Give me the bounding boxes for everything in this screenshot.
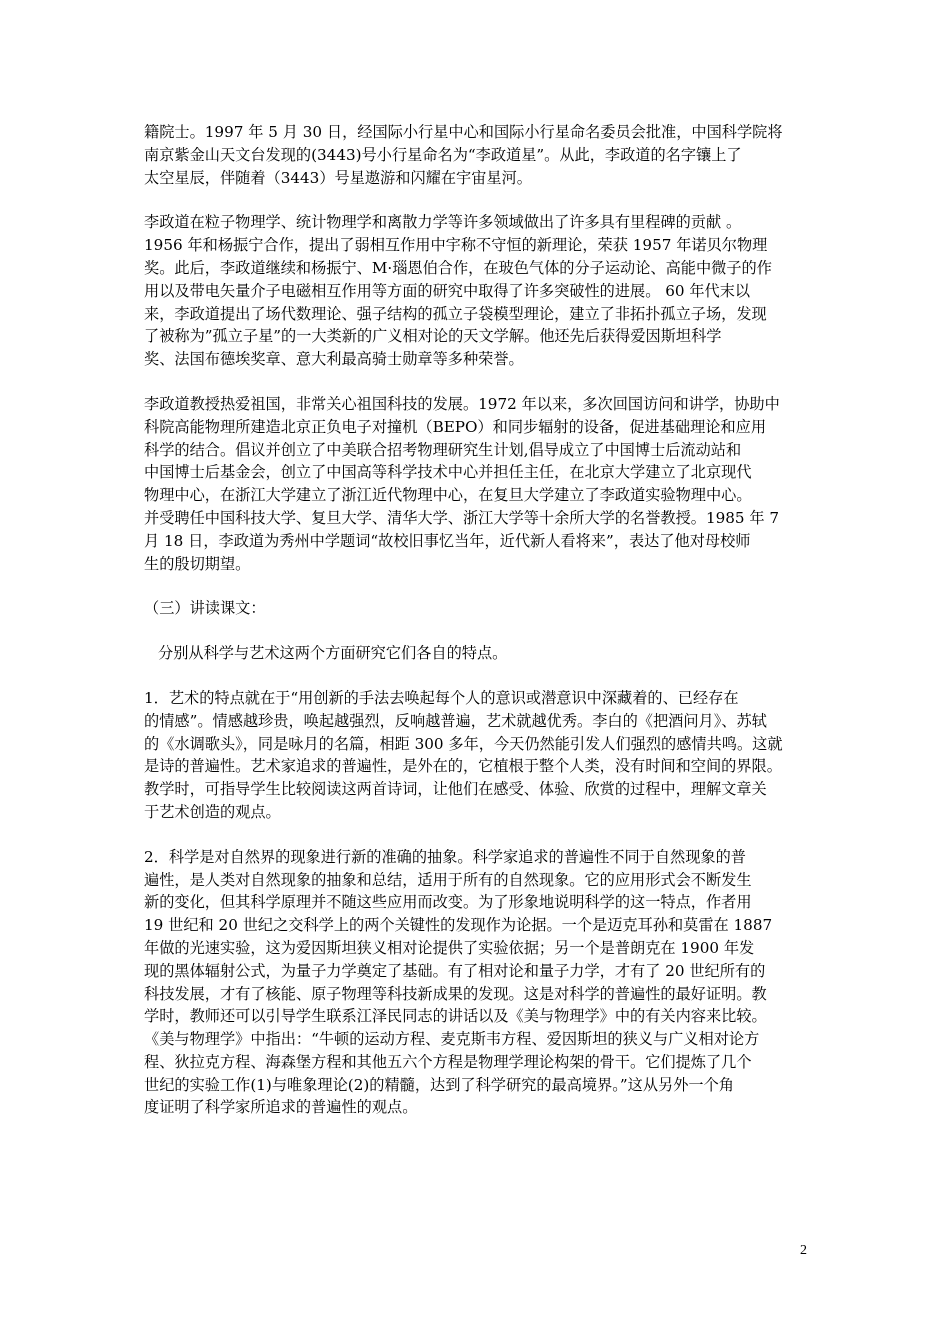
text-line: 的情感”。情感越珍贵，唤起越强烈，反响越普遍，艺术就越优秀。李白的《把酒问月》、苏轼	[144, 711, 767, 730]
paragraph-gap	[144, 665, 812, 687]
document-body	[144, 121, 812, 1119]
paragraph-gap	[144, 620, 812, 642]
paragraph	[144, 846, 812, 1120]
text-line: 1．艺术的特点就在于“用创新的手法去唤起每个人的意识或潜意识中深藏着的、已经存在	[144, 688, 739, 707]
text-line: 程、狄拉克方程、海森堡方程和其他五六个方程是物理学理论构架的骨干。它们提炼了几个	[144, 1052, 752, 1071]
page-number: 2	[800, 1243, 807, 1258]
text-line: 籍院士。1997 年 5 月 30 日，经国际小行星中心和国际小行星命名委员会批准，中国科学院将	[144, 123, 783, 141]
text-line: 物理中心，在浙江大学建立了浙江近代物理中心，在复旦大学建立了李政道实验物理中心。	[144, 486, 752, 505]
text-line: （三）讲读课文：	[144, 599, 266, 618]
text-line: 是诗的普遍性。艺术家追求的普遍性，是外在的，它植根于整个人类，没有时间和空间的界限。	[144, 757, 782, 776]
text-line: 现的黑体辐射公式，为量子力学奠定了基础。有了相对论和量子力学，才有了 20 世纪所有的	[144, 961, 766, 980]
text-line: 1956 年和杨振宁合作，提出了弱相互作用中宇称不守恒的新理论，荣获 1957 年诺贝尔物理	[144, 236, 768, 255]
paragraph-gap	[144, 824, 812, 846]
text-line: 太空星辰，伴随着（3443）号星遨游和闪耀在宇宙星河。	[144, 168, 532, 187]
text-line: 度证明了科学家所追求的普遍性的观点。	[144, 1098, 418, 1117]
text-line: 生的殷切期望。	[144, 554, 251, 573]
text-line: 分别从科学与艺术这两个方面研究它们各自的特点。	[158, 644, 508, 663]
text-line: 科技发展，才有了核能、原子物理等科技新成果的发现。这是对科学的普遍性的最好证明。教	[144, 984, 767, 1003]
text-line: 南京紫金山天文台发现的(3443)号小行星命名为“李政道星”。从此，李政道的名字镶上了	[144, 145, 742, 164]
text-line: 于艺术创造的观点。	[144, 802, 281, 821]
text-line: 中国博士后基金会，创立了中国高等科学技术中心并担任主任，在北京大学建立了北京现代	[144, 463, 752, 482]
paragraph	[144, 687, 812, 824]
text-line: 并受聘任中国科技大学、复旦大学、清华大学、浙江大学等十余所大学的名誉教授。1985 年 7	[144, 508, 780, 527]
text-line: 19 世纪和 20 世纪之交科学上的两个关键性的发现作为论据。一个是迈克耳孙和莫雷在 1887	[144, 916, 773, 935]
text-line: 《美与物理学》中指出：“牛顿的运动方程、麦克斯韦方程、爱因斯坦的狭义与广义相对论方	[144, 1030, 760, 1049]
paragraph-gap	[144, 575, 812, 597]
text-line: 奖、法国布德埃奖章、意大利最高骑士勋章等多种荣誉。	[144, 350, 524, 369]
text-line: 用以及带电矢量介子电磁相互作用等方面的研究中取得了许多突破性的进展。 60 年代末以	[144, 281, 751, 300]
text-line: 来，李政道提出了场代数理论、强子结构的孤立子袋模型理论，建立了非拓扑孤立子场，发现	[144, 304, 767, 323]
text-line: 世纪的实验工作(1)与唯象理论(2)的精髓，达到了科学研究的最高境界。”这从另外一个角	[144, 1075, 734, 1094]
text-line: 了被称为”孤立子星”的一大类新的广义相对论的天文学解。他还先后获得爱因斯坦科学	[144, 327, 722, 346]
text-line: 年做的光速实验，这为爱因斯坦狭义相对论提供了实验依据；另一个是普朗克在 1900 年发	[144, 938, 755, 957]
text-line: 奖。此后，李政道继续和杨振宁、M·瑙恩伯合作，在玻色气体的分子运动论、高能中微子的作	[144, 258, 772, 277]
text-line: 李政道教授热爱祖国，非常关心祖国科技的发展。1972 年以来，多次回国访问和讲学，协助中	[144, 394, 780, 413]
text-line: 学时，教师还可以引导学生联系江泽民同志的讲话以及《美与物理学》中的有关内容来比较。	[144, 1007, 767, 1026]
paragraph-gap	[144, 189, 812, 211]
paragraph	[144, 121, 812, 189]
paragraph	[144, 597, 812, 620]
text-line: 教学时，可指导学生比较阅读这两首诗词，让他们在感受、体验、欣赏的过程中，理解文章关	[144, 780, 767, 799]
text-line: 李政道在粒子物理学、统计物理学和离散力学等许多领域做出了许多具有里程碑的贡献 。	[144, 213, 742, 232]
paragraph-gap	[144, 371, 812, 393]
text-line: 科院高能物理所建造北京正负电子对撞机（BEPO）和同步辐射的设备，促进基础理论和应用	[144, 417, 767, 436]
text-line: 2．科学是对自然界的现象进行新的准确的抽象。科学家追求的普遍性不同于自然现象的普	[144, 847, 746, 866]
text-line: 遍性，是人类对自然现象的抽象和总结，适用于所有的自然现象。它的应用形式会不断发生	[144, 870, 752, 889]
paragraph	[144, 211, 812, 371]
text-line: 科学的结合。倡议并创立了中美联合招考物理研究生计划,倡导成立了中国博士后流动站和	[144, 440, 742, 459]
paragraph	[144, 642, 812, 665]
text-line: 月 18 日，李政道为秀州中学题词“故校旧事忆当年，近代新人看将来”，表达了他对母校师	[144, 531, 751, 550]
text-line: 新的变化，但其科学原理并不随这些应用而改变。为了形象地说明科学的这一特点，作者用	[144, 893, 752, 912]
text-line: 的《水调歌头》，同是咏月的名篇，相距 300 多年，今天仍然能引发人们强烈的感情共鸣。这就	[144, 734, 783, 753]
paragraph	[144, 393, 812, 575]
